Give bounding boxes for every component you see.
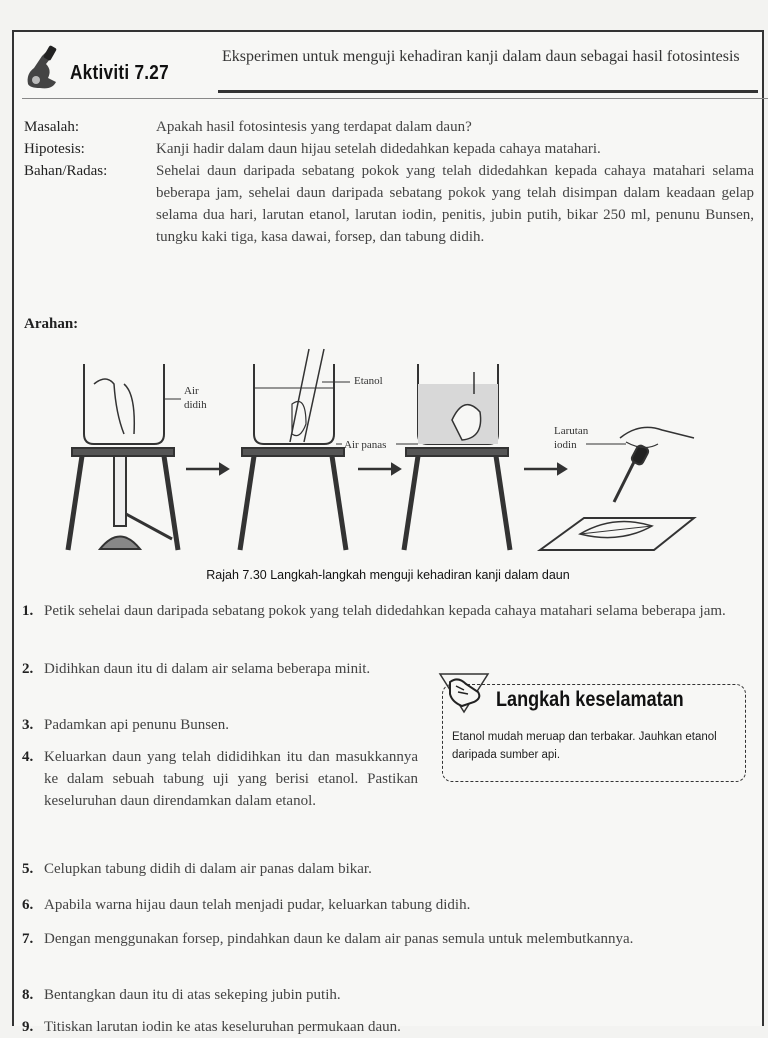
- label-larutan: Larutan: [554, 425, 589, 437]
- meta-label: Hipotesis:: [24, 141, 85, 157]
- step-number: 9.: [22, 1019, 34, 1035]
- safety-note: [434, 672, 748, 780]
- experiment-diagram: [54, 344, 734, 554]
- beaker-hot-water-setup: [404, 364, 510, 550]
- label-iodin: iodin: [554, 439, 577, 451]
- step-number: 1.: [22, 603, 34, 619]
- meta-label: Bahan/Radas:: [24, 163, 108, 179]
- meta-label: Masalah:: [24, 119, 79, 135]
- label-air: Air: [184, 385, 199, 397]
- meta-value: Apakah hasil fotosintesis yang terdapat dalam daun?: [156, 119, 472, 135]
- step-item: [22, 984, 758, 1006]
- step-text: Dengan menggunakan forsep, pindahkan daun ke dalam air panas semula untuk melembutkannya.: [44, 931, 634, 947]
- step-number: 3.: [22, 717, 34, 733]
- activity-label: Aktiviti 7.27: [70, 62, 169, 84]
- step-text: Titiskan larutan iodin ke atas keseluruhan permukaan daun.: [44, 1019, 401, 1035]
- meta-row-bahan-radas: [24, 160, 754, 248]
- hand-warning-icon: [438, 672, 490, 716]
- header-rule: [218, 90, 758, 93]
- safety-title: Langkah keselamatan: [496, 688, 684, 711]
- label-air-panas: Air panas: [344, 439, 387, 451]
- step-item: [22, 858, 758, 880]
- step-number: 7.: [22, 931, 34, 947]
- step-item: [22, 746, 418, 812]
- beaker-ethanol-setup: [240, 349, 346, 550]
- meta-value: Kanji hadir dalam daun hijau setelah didedahkan kepada cahaya matahari.: [156, 141, 601, 157]
- meta-value: Sehelai daun daripada sebatang pokok yang telah didedahkan kepada cahaya matahari selama beberapa jam, sehelai daun daripada sebatang pokok yang telah disimpan dalam keadaan gelap selama dua hari, larutan etanol, larutan iodin, penitis, jubin putih, bikar 250 ml, penunu Bunsen, tungku kaki tiga, kasa dawai, forsep, dan tabung didih.: [156, 163, 754, 245]
- step-item: [22, 894, 758, 916]
- step-text: Padamkan api penunu Bunsen.: [44, 717, 229, 733]
- microscope-icon: [22, 44, 62, 92]
- step-item: [22, 1016, 758, 1038]
- beaker-boiling-setup: [68, 364, 178, 550]
- safety-text: Etanol mudah meruap dan terbakar. Jauhkan etanol daripada sumber api.: [452, 731, 717, 761]
- step-number: 2.: [22, 661, 34, 677]
- step-number: 6.: [22, 897, 34, 913]
- activity-header: [22, 40, 754, 96]
- textbook-page: [12, 30, 764, 1035]
- step-number: 8.: [22, 987, 34, 1003]
- activity-title: Eksperimen untuk menguji kehadiran kanji dalam daun sebagai hasil fotosintesis: [222, 48, 740, 65]
- figure-caption: Rajah 7.30 Langkah-langkah menguji kehadiran kanji dalam daun: [206, 568, 570, 582]
- meta-row-masalah: [24, 116, 754, 138]
- step-number: 4.: [22, 749, 34, 765]
- experiment-info: [24, 116, 754, 248]
- arahan-heading: Arahan:: [24, 316, 79, 332]
- step-item: [22, 714, 418, 736]
- step-item: [22, 928, 758, 950]
- step-text: Keluarkan daun yang telah dididihkan itu dan masukkannya ke dalam sebuah tabung uji yang berisi etanol. Pastikan keseluruhan daun direndamkan dalam etanol.: [44, 749, 418, 809]
- step-text: Celupkan tabung didih di dalam air panas dalam bikar.: [44, 861, 372, 877]
- meta-row-hipotesis: [24, 138, 754, 160]
- step-number: 5.: [22, 861, 34, 877]
- step-item: [22, 658, 418, 680]
- step-text: Didihkan daun itu di dalam air selama beberapa minit.: [44, 661, 371, 677]
- step-text: Petik sehelai daun daripada sebatang pokok yang telah didedahkan kepada cahaya matahari selama beberapa jam.: [44, 603, 726, 619]
- step-text: Apabila warna hijau daun telah menjadi pudar, keluarkan tabung didih.: [44, 897, 471, 913]
- header-divider: [22, 98, 768, 99]
- step-item: [22, 600, 758, 622]
- label-etanol: Etanol: [354, 375, 383, 387]
- label-didih: didih: [184, 399, 207, 411]
- step-text: Bentangkan daun itu di atas sekeping jubin putih.: [44, 987, 341, 1003]
